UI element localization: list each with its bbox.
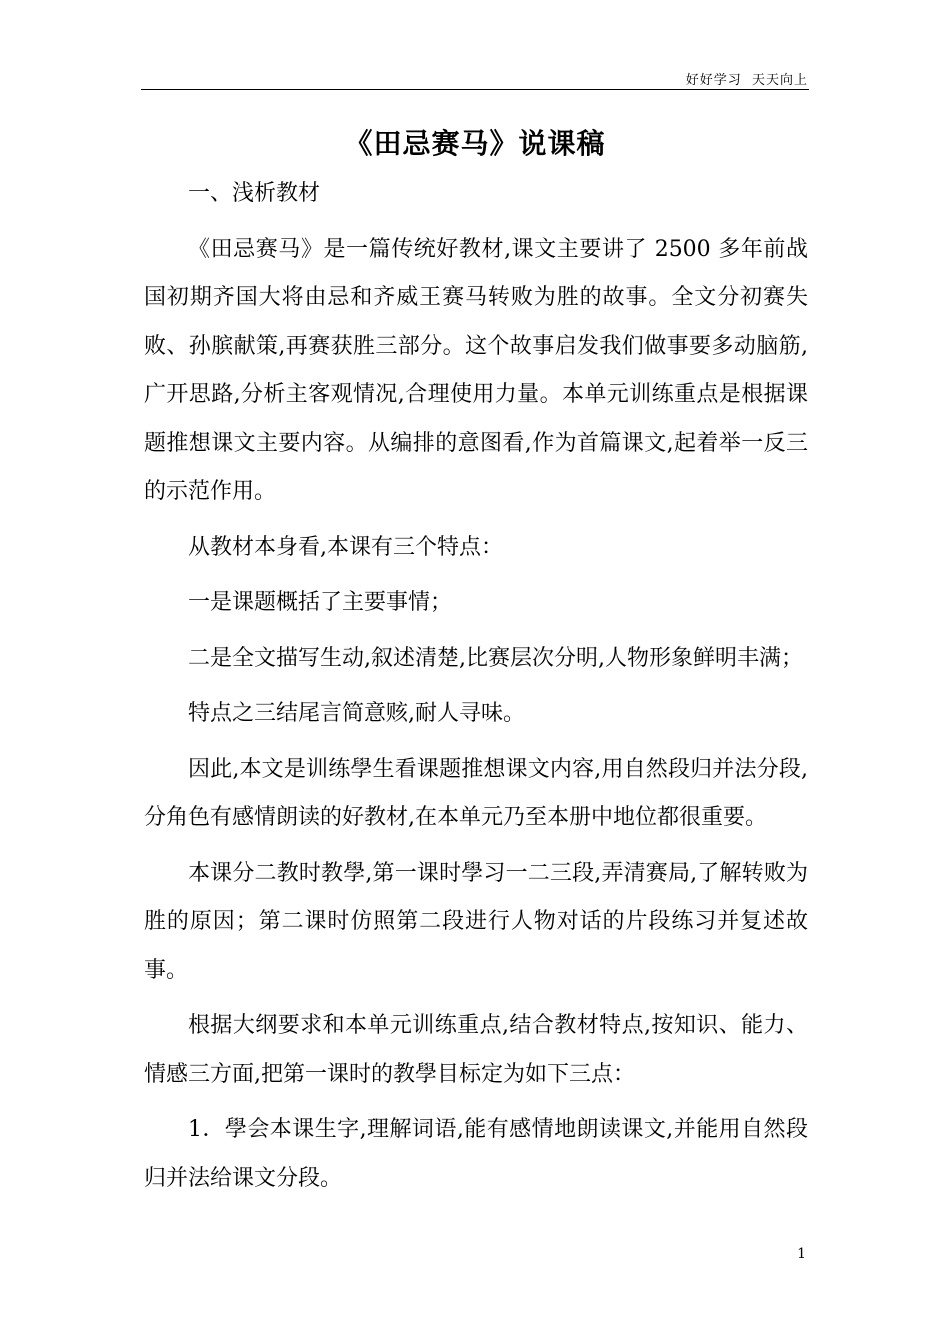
- document-body: [144, 170, 808, 1203]
- paragraph: 从教材本身看,本课有三个特点：: [188, 534, 503, 560]
- document-title: 《田忌赛马》说课稿: [344, 127, 606, 160]
- page-number: 1: [797, 1246, 806, 1262]
- paragraph: 因此,本文是训练學生看课题推想课文内容,用自然段归并法分段,分角色有感情朗读的好教材,在本单元乃至本册中地位都很重要。: [144, 756, 808, 830]
- paragraph: 《田忌赛马》是一篇传统好教材,课文主要讲了 2500 多年前战国初期齐国大将由忌和齐威王赛马转败为胜的故事。全文分初赛失败、孙膑献策,再赛获胜三部分。这个故事启发我们做事要多动脑筋,广开思路,分析主客观情况,合理使用力量。本单元训练重点是根据课题推想课文主要内容。从编排的意图看,作为首篇课文,起着举一反三的示范作用。: [144, 236, 808, 504]
- paragraph: 特点之三结尾言简意赅,耐人寻味。: [188, 701, 525, 726]
- page-header-text: 好好学习 天天向上: [685, 73, 808, 88]
- paragraph: 本课分二教时教學,第一课时學习一二三段,弄清赛局,了解转败为胜的原因；第二课时仿照第二段进行人物对话的片段练习并复述故事。: [144, 860, 808, 983]
- section-heading: 一、浅析教材: [188, 181, 321, 206]
- paragraph: 根据大纲要求和本单元训练重点,结合教材特点,按知识、能力、情感三方面,把第一课时的教學目标定为如下三点：: [144, 1013, 808, 1087]
- header-divider: [141, 89, 809, 90]
- paragraph: 1．學会本课生字,理解词语,能有感情地朗读课文,并能用自然段归并法给课文分段。: [144, 1117, 808, 1191]
- paragraph: 一是课题概括了主要事情；: [188, 590, 453, 615]
- paragraph: 二是全文描写生动,叙述清楚,比赛层次分明,人物形象鲜明丰满；: [188, 645, 803, 671]
